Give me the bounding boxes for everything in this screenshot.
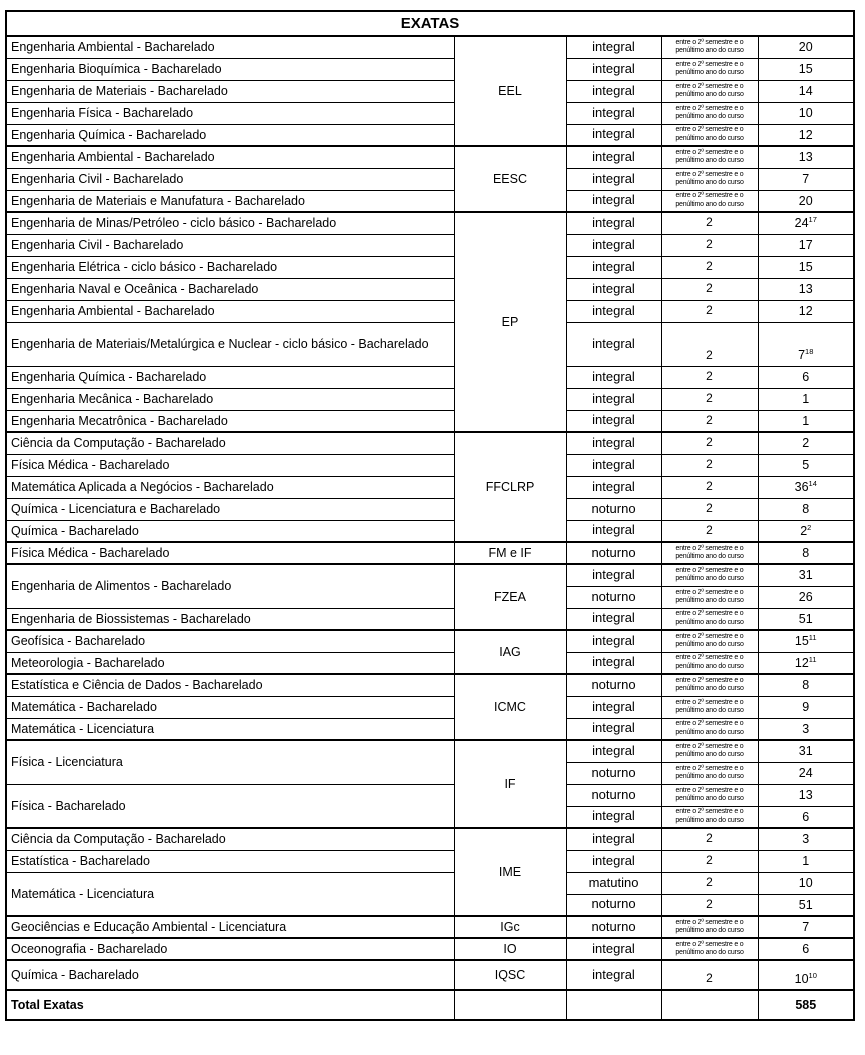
semester-cell xyxy=(661,564,758,586)
semester-range-text: entre o 2º semestre e o xyxy=(675,588,744,596)
semester-cell: 2 xyxy=(661,894,758,916)
table-row xyxy=(6,454,854,476)
period-cell: integral xyxy=(566,960,661,990)
value-cell: 24 xyxy=(758,762,854,784)
semester-cell xyxy=(661,168,758,190)
semester-range-text: entre o 2º semestre e o xyxy=(675,82,744,90)
semester-cell xyxy=(661,630,758,652)
course-cell: Engenharia Naval e Oceânica - Bacharelado xyxy=(6,278,454,300)
course-cell: Engenharia de Alimentos - Bacharelado xyxy=(6,564,454,608)
semester-range-text: penúltimo ano do curso xyxy=(675,179,744,186)
period-cell: noturno xyxy=(566,586,661,608)
period-cell: integral xyxy=(566,322,661,366)
semester-range-text: entre o 2º semestre e o xyxy=(675,170,744,178)
value-cell: 1 xyxy=(758,410,854,432)
value-cell: 15 xyxy=(758,256,854,278)
period-cell: integral xyxy=(566,652,661,674)
period-cell: integral xyxy=(566,124,661,146)
table-title: EXATAS xyxy=(6,11,854,36)
table-body xyxy=(6,36,854,990)
period-cell: integral xyxy=(566,102,661,124)
value-cell: $2^2$ xyxy=(758,520,854,542)
course-cell: Química - Licenciatura e Bacharelado xyxy=(6,498,454,520)
semester-range-text: entre o 2º semestre e o xyxy=(675,676,744,684)
period-cell: integral xyxy=(566,476,661,498)
semester-range-text: penúltimo ano do curso xyxy=(675,773,744,780)
period-cell: integral xyxy=(566,696,661,718)
footnote-superscript: 17 xyxy=(808,214,817,224)
table-row xyxy=(6,718,854,740)
course-cell: Estatística - Bacharelado xyxy=(6,850,454,872)
semester-range-text: penúltimo ano do curso xyxy=(675,618,744,626)
semester-range-text: penúltimo ano do curso xyxy=(675,575,744,583)
value-cell: 2 xyxy=(758,432,854,454)
course-cell: Engenharia Ambiental - Bacharelado xyxy=(6,36,454,58)
institute-cell: IME xyxy=(454,828,566,916)
table-row xyxy=(6,476,854,498)
semester-range-text: entre o 2º semestre e o xyxy=(675,60,744,68)
course-cell: Ciência da Computação - Bacharelado xyxy=(6,432,454,454)
course-cell: Engenharia de Materiais/Metalúrgica e Nuclear - ciclo básico - Bacharelado xyxy=(6,322,454,366)
period-cell: integral xyxy=(566,278,661,300)
course-cell: Engenharia de Materiais - Bacharelado xyxy=(6,80,454,102)
semester-cell: 2 xyxy=(661,850,758,872)
value-cell: 10 xyxy=(758,102,854,124)
course-cell: Engenharia Elétrica - ciclo básico - Bacharelado xyxy=(6,256,454,278)
course-cell: Engenharia Civil - Bacharelado xyxy=(6,168,454,190)
semester-range-text: penúltimo ano do curso xyxy=(675,553,744,560)
period-cell: noturno xyxy=(566,916,661,938)
period-cell: integral xyxy=(566,190,661,212)
value-cell: 10 xyxy=(758,872,854,894)
semester-cell: 2 xyxy=(661,454,758,476)
semester-cell xyxy=(661,938,758,960)
value-cell: 7 xyxy=(758,916,854,938)
value-cell: $7^{18}$ xyxy=(758,322,854,366)
period-cell: integral xyxy=(566,300,661,322)
table-header-row xyxy=(6,11,854,36)
period-cell: integral xyxy=(566,718,661,740)
period-cell: integral xyxy=(566,36,661,58)
semester-cell: 2 xyxy=(661,828,758,850)
value-cell: $12^{11}$ xyxy=(758,652,854,674)
table-row xyxy=(6,872,854,894)
table-row xyxy=(6,630,854,652)
period-cell: integral xyxy=(566,608,661,630)
semester-cell xyxy=(661,608,758,630)
table-row xyxy=(6,322,854,366)
value-cell: 12 xyxy=(758,124,854,146)
value-cell: 51 xyxy=(758,894,854,916)
institute-cell: IQSC xyxy=(454,960,566,990)
table-row xyxy=(6,410,854,432)
value-cell: $15^{11}$ xyxy=(758,630,854,652)
value-cell: 9 xyxy=(758,696,854,718)
period-cell: integral xyxy=(566,740,661,762)
course-cell: Engenharia Ambiental - Bacharelado xyxy=(6,146,454,168)
period-cell: integral xyxy=(566,146,661,168)
semester-cell: 2 xyxy=(661,960,758,990)
value-cell: 15 xyxy=(758,58,854,80)
semester-range-text: entre o 2º semestre e o xyxy=(675,720,744,728)
institute-cell: IF xyxy=(454,740,566,828)
course-cell: Física Médica - Bacharelado xyxy=(6,454,454,476)
semester-cell xyxy=(661,652,758,674)
semester-range-text: entre o 2º semestre e o xyxy=(675,192,744,200)
table-row xyxy=(6,652,854,674)
course-cell: Ciência da Computação - Bacharelado xyxy=(6,828,454,850)
semester-range-text: penúltimo ano do curso xyxy=(675,685,744,693)
semester-range-text: penúltimo ano do curso xyxy=(675,641,744,649)
value-cell: 14 xyxy=(758,80,854,102)
course-cell: Física Médica - Bacharelado xyxy=(6,542,454,564)
semester-range-text: entre o 2º semestre e o xyxy=(675,610,744,618)
semester-range-text: penúltimo ano do curso xyxy=(675,113,744,120)
value-cell: 20 xyxy=(758,190,854,212)
value-cell: 13 xyxy=(758,278,854,300)
footnote-superscript: 18 xyxy=(805,346,814,356)
period-cell: integral xyxy=(566,806,661,828)
semester-cell: 2 xyxy=(661,520,758,542)
value-cell: 8 xyxy=(758,674,854,696)
institute-cell: IGc xyxy=(454,916,566,938)
table-row xyxy=(6,102,854,124)
semester-range-text: penúltimo ano do curso xyxy=(675,662,744,670)
course-cell: Engenharia Química - Bacharelado xyxy=(6,124,454,146)
period-cell: integral xyxy=(566,234,661,256)
value-cell: 7 xyxy=(758,168,854,190)
course-cell: Engenharia Bioquímica - Bacharelado xyxy=(6,58,454,80)
table-row xyxy=(6,36,854,58)
value-cell: 8 xyxy=(758,498,854,520)
period-cell: integral xyxy=(566,564,661,586)
course-cell: Meteorologia - Bacharelado xyxy=(6,652,454,674)
table-row xyxy=(6,234,854,256)
value-cell: 31 xyxy=(758,740,854,762)
course-cell: Física - Bacharelado xyxy=(6,784,454,828)
table-row xyxy=(6,212,854,234)
semester-cell: 2 xyxy=(661,322,758,366)
period-cell: integral xyxy=(566,520,661,542)
course-cell: Engenharia de Minas/Petróleo - ciclo básico - Bacharelado xyxy=(6,212,454,234)
semester-cell: 2 xyxy=(661,388,758,410)
semester-range-text: entre o 2º semestre e o xyxy=(675,544,744,552)
semester-range-text: entre o 2º semestre e o xyxy=(675,38,744,46)
table-row xyxy=(6,608,854,630)
value-cell: 13 xyxy=(758,784,854,806)
course-cell: Física - Licenciatura xyxy=(6,740,454,784)
value-cell: 6 xyxy=(758,806,854,828)
course-cell: Matemática Aplicada a Negócios - Bacharelado xyxy=(6,476,454,498)
semester-range-text: penúltimo ano do curso xyxy=(675,949,744,956)
table-row xyxy=(6,168,854,190)
table-row xyxy=(6,564,854,586)
semester-cell xyxy=(661,124,758,146)
value-cell: $10^{10}$ xyxy=(758,960,854,990)
period-cell: noturno xyxy=(566,894,661,916)
total-row xyxy=(6,990,854,1020)
period-cell: integral xyxy=(566,212,661,234)
value-cell: 3 xyxy=(758,828,854,850)
period-cell: noturno xyxy=(566,674,661,696)
institute-cell: FFCLRP xyxy=(454,432,566,542)
table-row xyxy=(6,674,854,696)
course-cell: Engenharia de Biossistemas - Bacharelado xyxy=(6,608,454,630)
semester-cell xyxy=(661,784,758,806)
semester-cell xyxy=(661,102,758,124)
period-cell: noturno xyxy=(566,762,661,784)
semester-cell xyxy=(661,806,758,828)
value-cell: 1 xyxy=(758,850,854,872)
period-cell xyxy=(566,990,661,1020)
semester-cell xyxy=(661,916,758,938)
course-cell: Química - Bacharelado xyxy=(6,960,454,990)
course-cell: Oceonografia - Bacharelado xyxy=(6,938,454,960)
table-row xyxy=(6,850,854,872)
value-cell: 12 xyxy=(758,300,854,322)
semester-range-text: entre o 2º semestre e o xyxy=(675,742,744,750)
value-cell: $24^{17}$ xyxy=(758,212,854,234)
semester-range-text: penúltimo ano do curso xyxy=(675,157,744,165)
semester-range-text: penúltimo ano do curso xyxy=(675,816,744,824)
semester-range-text: penúltimo ano do curso xyxy=(675,728,744,736)
semester-range-text: penúltimo ano do curso xyxy=(675,597,744,604)
semester-range-text: entre o 2º semestre e o xyxy=(675,698,744,706)
semester-cell xyxy=(661,36,758,58)
semester-cell xyxy=(661,696,758,718)
institute-cell: EP xyxy=(454,212,566,432)
footnote-superscript: 2 xyxy=(807,522,812,532)
institute-cell: IAG xyxy=(454,630,566,674)
semester-cell xyxy=(661,674,758,696)
period-cell: integral xyxy=(566,168,661,190)
semester-range-text: entre o 2º semestre e o xyxy=(675,104,744,112)
period-cell: integral xyxy=(566,850,661,872)
footnote-superscript: 14 xyxy=(808,478,817,488)
course-cell: Engenharia Ambiental - Bacharelado xyxy=(6,300,454,322)
semester-range-text: entre o 2º semestre e o xyxy=(675,126,744,134)
value-cell: 17 xyxy=(758,234,854,256)
semester-cell: 2 xyxy=(661,278,758,300)
semester-range-text: entre o 2º semestre e o xyxy=(675,940,744,948)
institute-cell: FM e IF xyxy=(454,542,566,564)
semester-cell xyxy=(661,990,758,1020)
institute-cell: EEL xyxy=(454,36,566,146)
footnote-superscript: 10 xyxy=(808,970,817,980)
period-cell: integral xyxy=(566,828,661,850)
period-cell: integral xyxy=(566,256,661,278)
institute-cell: ICMC xyxy=(454,674,566,740)
semester-cell: 2 xyxy=(661,366,758,388)
value-cell: 26 xyxy=(758,586,854,608)
value-cell: 8 xyxy=(758,542,854,564)
semester-range-text: entre o 2º semestre e o xyxy=(675,654,744,662)
period-cell: integral xyxy=(566,454,661,476)
table-row xyxy=(6,432,854,454)
value-cell: 3 xyxy=(758,718,854,740)
course-cell: Matemática - Bacharelado xyxy=(6,696,454,718)
period-cell: integral xyxy=(566,366,661,388)
semester-cell xyxy=(661,80,758,102)
table-row xyxy=(6,828,854,850)
semester-range-text: entre o 2º semestre e o xyxy=(675,566,744,574)
course-cell: Engenharia Mecânica - Bacharelado xyxy=(6,388,454,410)
period-cell: integral xyxy=(566,410,661,432)
semester-range-text: penúltimo ano do curso xyxy=(675,200,744,208)
semester-cell xyxy=(661,740,758,762)
value-cell: 6 xyxy=(758,938,854,960)
value-cell: 5 xyxy=(758,454,854,476)
semester-range-text: entre o 2º semestre e o xyxy=(675,786,744,794)
course-cell: Química - Bacharelado xyxy=(6,520,454,542)
total-label: Total Exatas xyxy=(6,990,454,1020)
table-row xyxy=(6,366,854,388)
course-cell: Geofísica - Bacharelado xyxy=(6,630,454,652)
semester-range-text: entre o 2º semestre e o xyxy=(675,808,744,816)
semester-range-text: entre o 2º semestre e o xyxy=(675,632,744,640)
semester-cell xyxy=(661,762,758,784)
table-row xyxy=(6,938,854,960)
institute-cell: EESC xyxy=(454,146,566,212)
semester-range-text: entre o 2º semestre e o xyxy=(675,764,744,772)
semester-range-text: penúltimo ano do curso xyxy=(675,751,744,759)
value-cell: 31 xyxy=(758,564,854,586)
period-cell: integral xyxy=(566,938,661,960)
period-cell: integral xyxy=(566,58,661,80)
table-row xyxy=(6,124,854,146)
total-value: 585 xyxy=(758,990,854,1020)
table-row xyxy=(6,960,854,990)
semester-range-text: penúltimo ano do curso xyxy=(675,91,744,98)
semester-cell xyxy=(661,190,758,212)
value-cell: 51 xyxy=(758,608,854,630)
period-cell: integral xyxy=(566,432,661,454)
semester-cell: 2 xyxy=(661,410,758,432)
table-row xyxy=(6,916,854,938)
period-cell: integral xyxy=(566,388,661,410)
semester-range-text: penúltimo ano do curso xyxy=(675,707,744,714)
semester-cell xyxy=(661,146,758,168)
semester-range-text: entre o 2º semestre e o xyxy=(675,148,744,156)
course-cell: Engenharia Química - Bacharelado xyxy=(6,366,454,388)
value-cell: $36^{14}$ xyxy=(758,476,854,498)
course-cell: Engenharia Civil - Bacharelado xyxy=(6,234,454,256)
course-cell: Geociências e Educação Ambiental - Licenciatura xyxy=(6,916,454,938)
course-cell: Matemática - Licenciatura xyxy=(6,872,454,916)
table-row xyxy=(6,190,854,212)
period-cell: noturno xyxy=(566,498,661,520)
table-row xyxy=(6,542,854,564)
footnote-superscript: 11 xyxy=(808,632,817,642)
table-row xyxy=(6,300,854,322)
semester-cell: 2 xyxy=(661,476,758,498)
value-cell: 13 xyxy=(758,146,854,168)
value-cell: 20 xyxy=(758,36,854,58)
semester-cell: 2 xyxy=(661,498,758,520)
period-cell: noturno xyxy=(566,542,661,564)
value-cell: 1 xyxy=(758,388,854,410)
table-row xyxy=(6,278,854,300)
institute-cell: IO xyxy=(454,938,566,960)
value-cell: 6 xyxy=(758,366,854,388)
period-cell: integral xyxy=(566,630,661,652)
course-cell: Estatística e Ciência de Dados - Bacharelado xyxy=(6,674,454,696)
table-row xyxy=(6,696,854,718)
footnote-superscript: 11 xyxy=(808,654,817,664)
semester-range-text: entre o 2º semestre e o xyxy=(675,918,744,926)
semester-cell xyxy=(661,718,758,740)
institute-cell: FZEA xyxy=(454,564,566,630)
semester-cell: 2 xyxy=(661,212,758,234)
table-row xyxy=(6,784,854,806)
course-cell: Matemática - Licenciatura xyxy=(6,718,454,740)
courses-table xyxy=(5,10,855,1021)
table-row xyxy=(6,256,854,278)
table-row xyxy=(6,58,854,80)
semester-cell: 2 xyxy=(661,234,758,256)
table-row xyxy=(6,80,854,102)
period-cell: matutino xyxy=(566,872,661,894)
table-row xyxy=(6,146,854,168)
semester-range-text: penúltimo ano do curso xyxy=(675,134,744,142)
semester-cell xyxy=(661,542,758,564)
semester-range-text: penúltimo ano do curso xyxy=(675,795,744,802)
semester-cell xyxy=(661,58,758,80)
table-row xyxy=(6,498,854,520)
semester-range-text: penúltimo ano do curso xyxy=(675,69,744,76)
semester-cell xyxy=(661,586,758,608)
semester-cell: 2 xyxy=(661,432,758,454)
course-cell: Engenharia de Materiais e Manufatura - Bacharelado xyxy=(6,190,454,212)
table-row xyxy=(6,520,854,542)
semester-cell: 2 xyxy=(661,300,758,322)
institute-cell xyxy=(454,990,566,1020)
table-row xyxy=(6,740,854,762)
semester-cell: 2 xyxy=(661,256,758,278)
semester-range-text: penúltimo ano do curso xyxy=(675,927,744,934)
period-cell: noturno xyxy=(566,784,661,806)
table-row xyxy=(6,388,854,410)
semester-range-text: penúltimo ano do curso xyxy=(675,47,744,55)
semester-cell: 2 xyxy=(661,872,758,894)
course-cell: Engenharia Física - Bacharelado xyxy=(6,102,454,124)
course-cell: Engenharia Mecatrônica - Bacharelado xyxy=(6,410,454,432)
period-cell: integral xyxy=(566,80,661,102)
